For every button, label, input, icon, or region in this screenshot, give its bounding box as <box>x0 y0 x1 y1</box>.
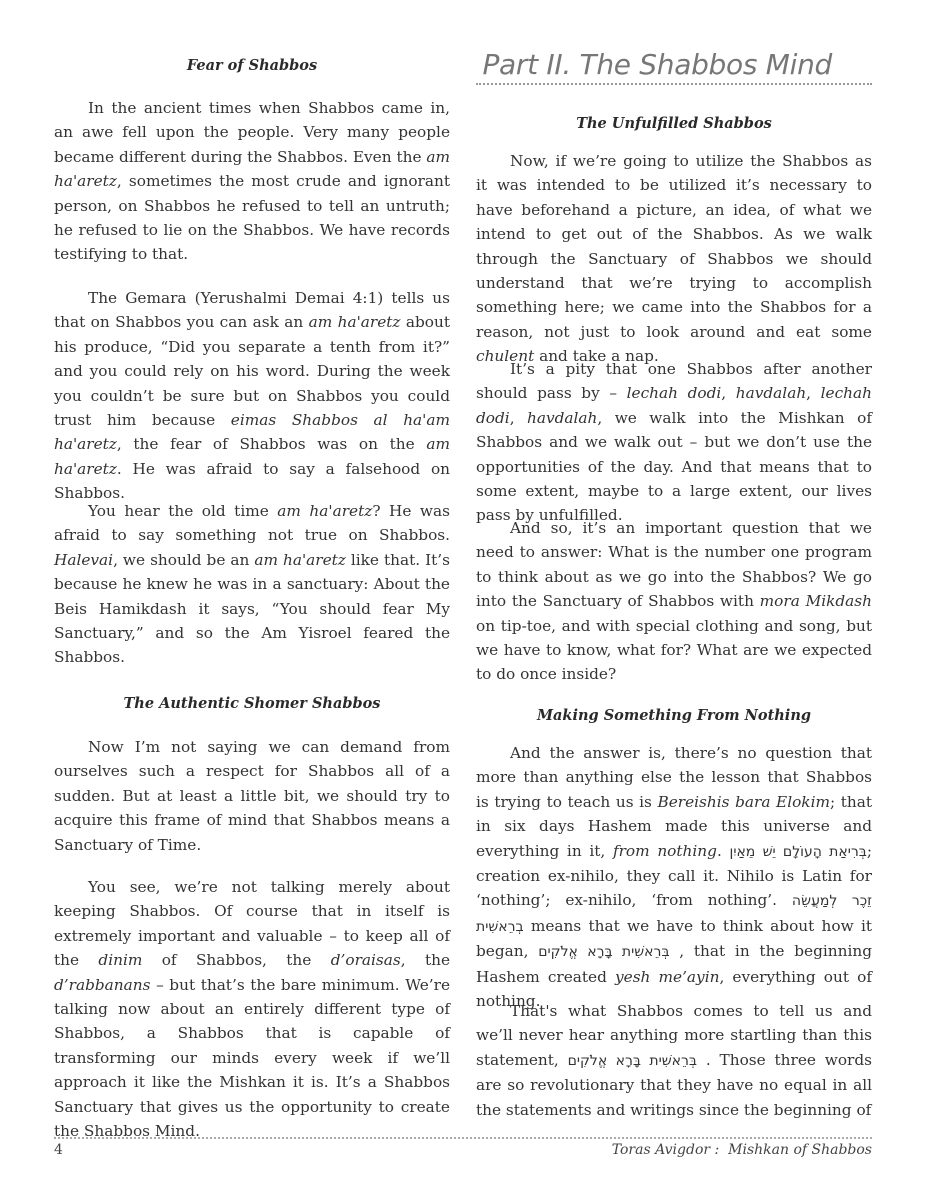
section-heading-unfulfilled-shabbos: The Unfulfilled Shabbos <box>576 115 772 132</box>
page-number: 4 <box>54 1142 63 1158</box>
paragraph: You see, we’re not talking merely about keeping Shabbos. Of course that in itself is extremely important and valuable – to keep all of the dinim of Shabbos, the d’oraisas, the d’rabbanans – but that’s the bare minimum. We’re talking now about an entirely different type of Shabbos, a Shabbos that is capable of transforming our minds every week if we’ll approach it like the Mishkan it is. It’s a Shabbos Sanctuary that gives us the opportunity to create the Shabbos Mind. <box>54 878 450 1141</box>
paragraph: The Gemara (Yerushalmi Demai 4:1) tells us that on Shabbos you can ask an am ha'aretz about his produce, “Did you separate a tenth from it?” and you could rely on his word. During the week you couldn’t be sure but on Shabbos you could trust him because eimas Shabbos al ha'am ha'aretz, the fear of Shabbos was on the am ha'aretz. He was afraid to say a falsehood on Shabbos. <box>54 289 451 503</box>
paragraph: In the ancient times when Shabbos came in, an awe fell upon the people. Very many people became different during the Shabbos. Even the am ha'aretz, sometimes the most crude and ignorant person, on Shabbos he refused to tell an untruth; he refused to lie on the Shabbos. We have records testifying to that. <box>54 99 451 264</box>
paragraph: You hear the old time am ha'aretz? He was afraid to say something not true on Shabbos. Halevai, we should be an am ha'aretz like that. It’s because he knew he was in a sanctuary: About the Beis Hamikdash it says, “You should fear My Sanctuary,” and so the Am Yisroel feared the Shabbos. <box>54 502 450 667</box>
section-heading-authentic-shomer-shabbos: The Authentic Shomer Shabbos <box>123 695 381 712</box>
footer-divider <box>54 1137 872 1139</box>
paragraph: It’s a pity that one Shabbos after another should pass by – lechah dodi, havdalah, lechah dodi, havdalah, we walk into the Mishkan of Shabbos and we walk out – but we don’t use the opportunities of the day. And that means that to some extent, maybe to a large extent, our lives pass by unfulfilled. <box>476 360 872 525</box>
paragraph: Now, if we’re going to utilize the Shabbos as it was intended to be utilized it’s necessary to have beforehand a picture, an idea, of what we intend to get out of the Shabbos. As we walk through the Sanctuary of Shabbos we should understand that we’re trying to accomplish something here; we came into the Shabbos for a reason, not just to look around and eat some chulent and take a nap. <box>476 152 872 366</box>
part-title-divider <box>476 83 872 85</box>
section-heading-fear-of-shabbos: Fear of Shabbos <box>186 57 318 74</box>
paragraph: And so, it’s an important question that we need to answer: What is the number one program to think about as we go into the Shabbos? We go into the Sanctuary of Shabbos with mora Mikdash on tip-toe, and with special clothing and song, but we have to know, what for? What are we expected to do once inside? <box>476 519 873 684</box>
footer-running-title: Toras Avigdor : Mishkan of Shabbos <box>611 1142 872 1158</box>
paragraph: That's what Shabbos comes to tell us and we’ll never hear anything more startling than this statement, בְּרֵאשִׁית בָּרָא אֱלֹקִים . Those three words are so revolutionary that they have no equal in all the statements and writings since the beginning of <box>476 1002 872 1119</box>
paragraph: And the answer is, there’s no question that more than anything else the lesson that Shabbos is trying to teach us is Bereishis bara Elokim; that in six days Hashem made this universe and everything in it, from nothing. בְּרִיאַת הָעוֹלָם יֵשׁ מֵאַיִן; creation ex-nihilo, they call it. Nihilo is Latin for ‘nothing’; ex-nihilo, ‘from nothing’. זֵכֶר לְמַעֲשֵׂה בְרֵאשִׁית means that we have to think about how it began, בְּרֵאשִׁית בָּרָא אֱלֹקִים , that in the beginning Hashem created yesh me’ayin, everything out of nothing. <box>476 744 872 1011</box>
section-heading-making-something-from-nothing: Making Something From Nothing <box>536 707 811 724</box>
part-title: Part II. The Shabbos Mind <box>482 48 832 81</box>
paragraph: Now I’m not saying we can demand from ourselves such a respect for Shabbos all of a sudden. But at least a little bit, we should try to acquire this frame of mind that Shabbos means a Sanctuary of Time. <box>54 738 450 854</box>
